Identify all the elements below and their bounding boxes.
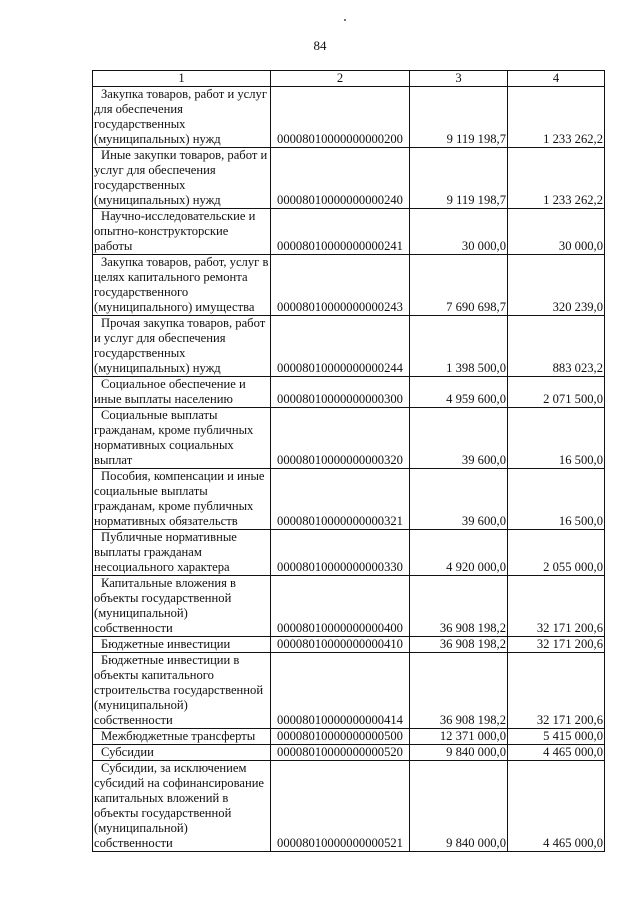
row-value-col4: 2 055 000,0 <box>508 530 605 576</box>
column-header: 2 <box>271 71 410 87</box>
row-value-col3: 1 398 500,0 <box>410 316 508 377</box>
table-row <box>93 745 605 761</box>
row-value-col3: 9 840 000,0 <box>410 761 508 852</box>
table-row <box>93 729 605 745</box>
row-name: Научно-исследовательские и опытно-конструкторские работы <box>93 209 271 255</box>
row-code: 00008010000000000330 <box>271 530 410 576</box>
row-code: 00008010000000000410 <box>271 637 410 653</box>
table-row <box>93 408 605 469</box>
row-value-col3: 4 959 600,0 <box>410 377 508 408</box>
row-value-col3: 9 119 198,7 <box>410 148 508 209</box>
row-value-col3: 4 920 000,0 <box>410 530 508 576</box>
row-name: Бюджетные инвестиции в объекты капитального строительства государственной (муниципальной) собственности <box>93 653 271 729</box>
table-row <box>93 255 605 316</box>
row-value-col4: 16 500,0 <box>508 408 605 469</box>
row-value-col3: 9 119 198,7 <box>410 87 508 148</box>
row-value-col4: 16 500,0 <box>508 469 605 530</box>
row-code: 00008010000000000520 <box>271 745 410 761</box>
column-header: 4 <box>508 71 605 87</box>
row-name: Закупка товаров, работ и услуг для обеспечения государственных (муниципальных) нужд <box>93 87 271 148</box>
row-code: 00008010000000000243 <box>271 255 410 316</box>
row-value-col4: 30 000,0 <box>508 209 605 255</box>
row-value-col4: 5 415 000,0 <box>508 729 605 745</box>
column-header: 1 <box>93 71 271 87</box>
table-row <box>93 530 605 576</box>
table-row <box>93 576 605 637</box>
scan-speck <box>344 19 346 21</box>
row-value-col3: 39 600,0 <box>410 469 508 530</box>
row-value-col4: 1 233 262,2 <box>508 87 605 148</box>
row-code: 00008010000000000244 <box>271 316 410 377</box>
row-name: Субсидии, за исключением субсидий на софинансирование капитальных вложений в объекты государственной (муниципальной) собственности <box>93 761 271 852</box>
row-value-col3: 9 840 000,0 <box>410 745 508 761</box>
row-value-col3: 39 600,0 <box>410 408 508 469</box>
row-code: 00008010000000000300 <box>271 377 410 408</box>
row-code: 00008010000000000414 <box>271 653 410 729</box>
row-value-col3: 36 908 198,2 <box>410 653 508 729</box>
row-code: 00008010000000000320 <box>271 408 410 469</box>
row-value-col4: 4 465 000,0 <box>508 761 605 852</box>
row-value-col4: 1 233 262,2 <box>508 148 605 209</box>
table-header-row <box>93 71 605 87</box>
row-code: 00008010000000000521 <box>271 761 410 852</box>
row-name: Публичные нормативные выплаты гражданам несоциального характера <box>93 530 271 576</box>
row-code: 00008010000000000240 <box>271 148 410 209</box>
row-name: Социальное обеспечение и иные выплаты населению <box>93 377 271 408</box>
budget-table <box>92 70 605 852</box>
table-row <box>93 469 605 530</box>
row-code: 00008010000000000400 <box>271 576 410 637</box>
table-row <box>93 87 605 148</box>
row-name: Социальные выплаты гражданам, кроме публичных нормативных социальных выплат <box>93 408 271 469</box>
row-name: Закупка товаров, работ, услуг в целях капитального ремонта государственного (муниципального) имущества <box>93 255 271 316</box>
table-row <box>93 653 605 729</box>
table-row <box>93 761 605 852</box>
row-value-col3: 36 908 198,2 <box>410 637 508 653</box>
row-value-col3: 7 690 698,7 <box>410 255 508 316</box>
row-value-col3: 30 000,0 <box>410 209 508 255</box>
row-code: 00008010000000000200 <box>271 87 410 148</box>
row-name: Бюджетные инвестиции <box>93 637 271 653</box>
row-value-col4: 320 239,0 <box>508 255 605 316</box>
table-row <box>93 377 605 408</box>
row-name: Межбюджетные трансферты <box>93 729 271 745</box>
table-row <box>93 637 605 653</box>
table-row <box>93 316 605 377</box>
row-name: Иные закупки товаров, работ и услуг для обеспечения государственных (муниципальных) нужд <box>93 148 271 209</box>
row-name: Прочая закупка товаров, работ и услуг для обеспечения государственных (муниципальных) нужд <box>93 316 271 377</box>
row-value-col4: 32 171 200,6 <box>508 637 605 653</box>
table-row <box>93 148 605 209</box>
column-header: 3 <box>410 71 508 87</box>
row-name: Пособия, компенсации и иные социальные выплаты гражданам, кроме публичных нормативных обязательств <box>93 469 271 530</box>
row-code: 00008010000000000500 <box>271 729 410 745</box>
table-row <box>93 209 605 255</box>
row-name: Субсидии <box>93 745 271 761</box>
row-name: Капитальные вложения в объекты государственной (муниципальной) собственности <box>93 576 271 637</box>
row-code: 00008010000000000321 <box>271 469 410 530</box>
page-number: 84 <box>313 38 327 53</box>
row-value-col4: 4 465 000,0 <box>508 745 605 761</box>
row-value-col3: 36 908 198,2 <box>410 576 508 637</box>
row-value-col3: 12 371 000,0 <box>410 729 508 745</box>
row-value-col4: 883 023,2 <box>508 316 605 377</box>
row-value-col4: 32 171 200,6 <box>508 653 605 729</box>
row-value-col4: 32 171 200,6 <box>508 576 605 637</box>
row-code: 00008010000000000241 <box>271 209 410 255</box>
row-value-col4: 2 071 500,0 <box>508 377 605 408</box>
